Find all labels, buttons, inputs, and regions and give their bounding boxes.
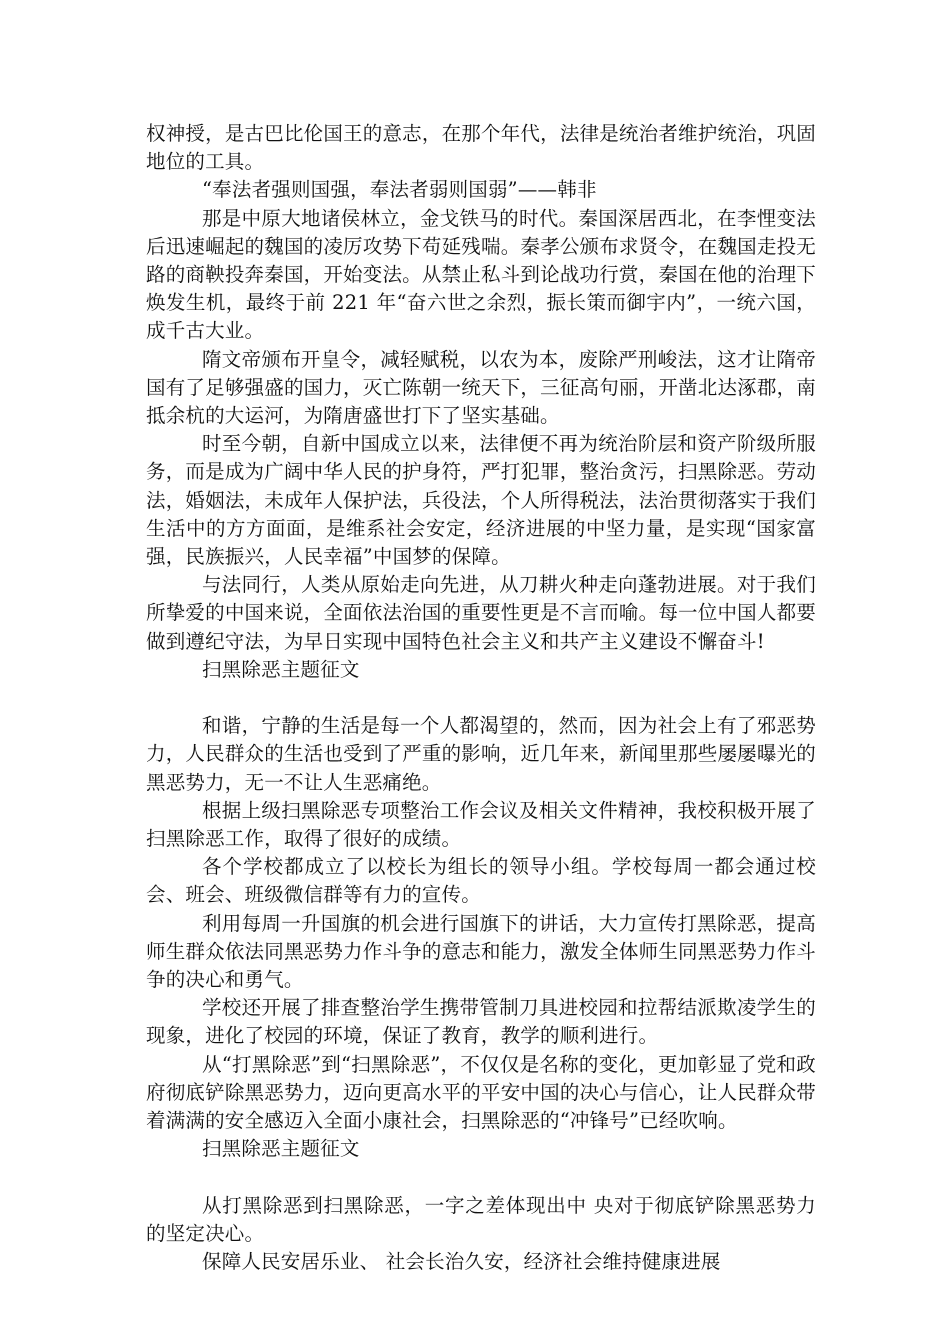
paragraph: 根据上级扫黑除恶专项整治工作会议及相关文件精神，我校积极开展了扫黑除恶工作，取得了很好的成绩。	[146, 798, 816, 851]
blank-line	[146, 1164, 816, 1192]
paragraph: 与法同行，人类从原始走向先进，从刀耕火种走向蓬勃进展。对于我们所挚爱的中国来说，全面依法治国的重要性更是不言而喻。每一位中国人都要做到遵纪守法，为早日实现中国特色社会主义和共产主义建设不懈奋斗!	[146, 573, 816, 653]
paragraph: 保障人民安居乐业、 社会长治久安，经济社会维持健康进展	[202, 1250, 721, 1274]
section-heading: 扫黑除恶主题征文	[202, 657, 360, 681]
paragraph: 从“打黑除恶”到“扫黑除恶”，不仅仅是名称的变化，更加彰显了党和政府彻底铲除黑恶势力，迈向更高水平的平安中国的决心与信心，让人民群众带着满满的安全感迈入全面小康社会，扫黑除恶的“冲锋号”已经吹响。	[146, 1052, 816, 1133]
paragraph: 从打黑除恶到扫黑除恶，一字之差体现出中 央对于彻底铲除黑恶势力的坚定决心。	[146, 1193, 816, 1245]
blank-line	[146, 684, 816, 712]
paragraph: 各个学校都成立了以校长为组长的领导小组。学校每周一都会通过校会、班会、班级微信群等有力的宣传。	[146, 855, 816, 907]
paragraph: 和谐，宁静的生活是每一个人都渴望的，然而，因为社会上有了邪恶势力，人民群众的生活也受到了严重的影响，近几年来，新闻里那些屡屡曝光的黑恶势力，无一不让人生恶痛绝。	[146, 714, 816, 794]
document-body	[146, 120, 816, 1276]
paragraph: 利用每周一升国旗的机会进行国旗下的讲话，大力宣传打黑除恶，提高师生群众依法同黑恶势力作斗争的意志和能力，激发全体师生同黑恶势力作斗争的决心和勇气。	[146, 911, 816, 992]
paragraph: 学校还开展了排查整治学生携带管制刀具进校园和拉帮结派欺凌学生的现象，进化了校园的环境，保证了教育，教学的顺利进行。	[146, 996, 816, 1048]
paragraph: 隋文帝颁布开皇令，减轻赋税，以农为本，废除严刑峻法，这才让隋帝国有了足够强盛的国力，灭亡陈朝一统天下，三征高句丽，开凿北达涿郡，南抵余杭的大运河，为隋唐盛世打下了坚实基础。	[146, 347, 816, 428]
section-heading: 扫黑除恶主题征文	[202, 1137, 360, 1161]
paragraph: 权神授，是古巴比伦国王的意志，在那个年代，法律是统治者维护统治，巩固地位的工具。	[146, 122, 816, 174]
paragraph: 时至今朝，自新中国成立以来，法律便不再为统治阶层和资产阶级所服务，而是成为广阔中华人民的护身符，严打犯罪，整治贪污，扫黑除恶。劳动法，婚姻法，未成年人保护法，兵役法，个人所得税法，法治贯彻落实于我们生活中的方方面面，是维系社会安定，经济进展的中坚力量，是实现“国家富强，民族振兴，人民幸福”中国梦的保障。	[146, 432, 816, 569]
quote-line: “奉法者强则国强，奉法者弱则国弱”——韩非	[202, 178, 597, 202]
paragraph: 那是中原大地诸侯林立，金戈铁马的时代。秦国深居西北，在李悝变法后迅速崛起的魏国的凌厉攻势下苟延残喘。秦孝公颁布求贤令，在魏国走投无路的商鞅投奔秦国，开始变法。从禁止私斗到论战功行赏，秦国在他的治理下焕发生机，最终于前 221 年“奋六世之余烈，振长策而御宇内”，一统六国，成千古大业。	[146, 206, 816, 343]
